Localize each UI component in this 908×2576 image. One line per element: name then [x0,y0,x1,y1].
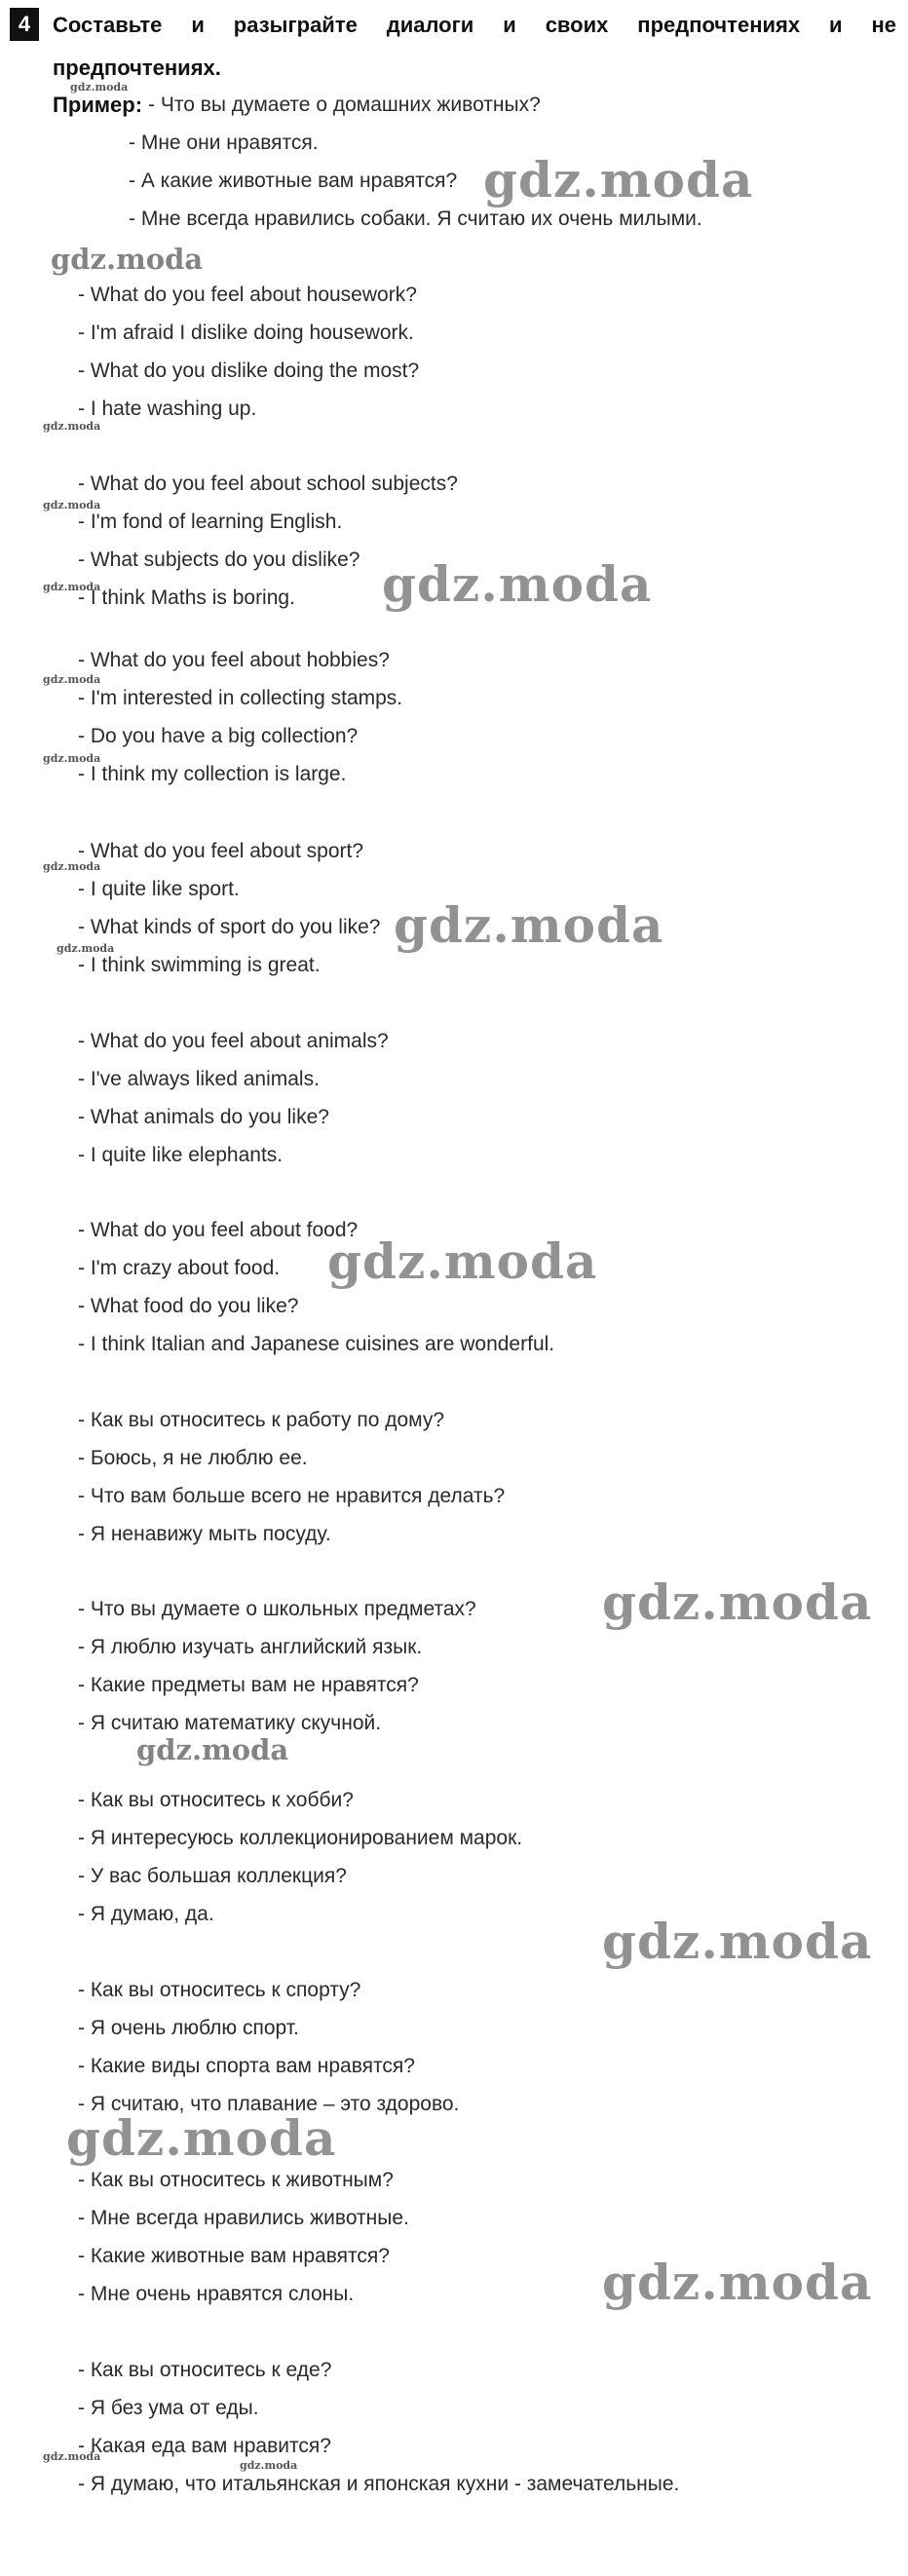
dialogue-line: - Какие животные вам нравятся? [78,2245,390,2267]
dialogue-line: - Боюсь, я не люблю ее. [78,1447,308,1469]
task-title-continuation: предпочтениях. [53,56,221,80]
watermark: gdz.moda [57,942,115,955]
dialogue-line: - I'm afraid I dislike doing housework. [78,322,414,344]
watermark: gdz.moda [240,2459,298,2472]
watermark: gdz.moda [66,2109,337,2167]
dialogue-line: - What subjects do you dislike? [78,549,360,571]
dialogue-line: - Я думаю, что итальянская и японская кухни - замечательные. [78,2473,680,2495]
dialogue-line: - What food do you like? [78,1295,299,1317]
watermark: gdz.moda [602,1573,873,1631]
watermark: gdz.moda [43,752,101,765]
watermark: gdz.moda [43,673,101,686]
dialogue-line: - What kinds of sport do you like? [78,916,381,938]
watermark: gdz.moda [43,860,101,873]
dialogue-line: - Что вам больше всего не нравится делать? [78,1485,506,1507]
dialogue-line: - У вас большая коллекция? [78,1865,347,1887]
dialogue-line: - Как вы относитесь к животным? [78,2169,394,2191]
dialogue-line: - I hate washing up. [78,398,257,420]
task-number-badge: 4 [10,8,39,41]
dialogue-line: - Я очень люблю спорт. [78,2017,299,2039]
watermark: gdz.moda [43,420,101,433]
example-line: - Мне всегда нравились собаки. Я считаю их очень милыми. [129,208,702,230]
dialogue-line: - Я ненавижу мыть посуду. [78,1523,331,1545]
dialogue-line: - What do you feel about animals? [78,1030,389,1052]
dialogue-line: - Я думаю, да. [78,1903,214,1925]
dialogue-line: - I've always liked animals. [78,1068,320,1090]
dialogue-line: - I think Maths is boring. [78,587,295,609]
dialogue-line: - Что вы думаете о школьных предметах? [78,1598,476,1620]
dialogue-line: - Я люблю изучать английский язык. [78,1636,423,1658]
dialogue-line: - I quite like sport. [78,878,240,900]
dialogue-line: - I'm fond of learning English. [78,511,343,533]
dialogue-line: - Какая еда вам нравится? [78,2435,331,2457]
task-title: Составьте и разыграйте диалоги и своих предпочтениях и не [53,13,896,37]
dialogue-line: - What do you feel about sport? [78,840,364,862]
dialogue-line: - I think Italian and Japanese cuisines are wonderful. [78,1333,555,1355]
watermark: gdz.moda [602,2254,873,2311]
watermark: gdz.moda [43,2450,101,2463]
watermark: gdz.moda [51,243,204,276]
watermark: gdz.moda [136,1733,289,1766]
example-label: Пример: [53,93,143,117]
dialogue-line: - I quite like elephants. [78,1144,284,1166]
dialogue-line: - I'm interested in collecting stamps. [78,687,403,709]
dialogue-line: - Мне очень нравятся слоны. [78,2283,355,2305]
dialogue-line: - Я без ума от еды. [78,2397,259,2419]
dialogue-line: - Как вы относитесь к еде? [78,2359,332,2381]
example-line: - А какие животные вам нравятся? [129,170,458,192]
dialogue-line: - Какие предметы вам не нравятся? [78,1674,419,1696]
watermark: gdz.moda [70,81,129,94]
dialogue-line: - I'm crazy about food. [78,1257,281,1279]
dialogue-line: - Как вы относитесь к спорту? [78,1979,361,2001]
dialogue-line: - What do you feel about school subjects? [78,473,458,495]
example-line: - Мне они нравятся. [129,132,319,154]
dialogue-line: - Я интересуюсь коллекционированием марок. [78,1827,523,1849]
dialogue-line: - What animals do you like? [78,1106,329,1128]
dialogue-line: - Я считаю, что плавание – это здорово. [78,2093,460,2115]
dialogue-line: - I think swimming is great. [78,954,321,976]
dialogue-line: - What do you dislike doing the most? [78,360,420,382]
watermark: gdz.moda [43,499,101,511]
dialogue-line: - Какие виды спорта вам нравятся? [78,2055,415,2077]
dialogue-line: - What do you feel about food? [78,1219,359,1241]
watermark: gdz.moda [483,151,754,208]
watermark: gdz.moda [43,581,101,593]
dialogue-line: - I think my collection is large. [78,763,347,785]
dialogue-line: - What do you feel about hobbies? [78,649,390,671]
watermark: gdz.moda [382,555,653,613]
watermark: gdz.moda [394,896,664,954]
watermark: gdz.moda [327,1232,598,1290]
dialogue-line: - Как вы относитесь к хобби? [78,1789,354,1811]
example-line: - Что вы думаете о домашних животных? [148,94,541,116]
dialogue-line: - Do you have a big collection? [78,725,359,747]
dialogue-line: - Я считаю математику скучной. [78,1712,382,1734]
dialogue-line: - Как вы относитесь к работу по дому? [78,1409,445,1431]
dialogue-line: - What do you feel about housework? [78,284,417,306]
dialogue-line: - Мне всегда нравились животные. [78,2207,409,2229]
watermark: gdz.moda [602,1913,873,1970]
